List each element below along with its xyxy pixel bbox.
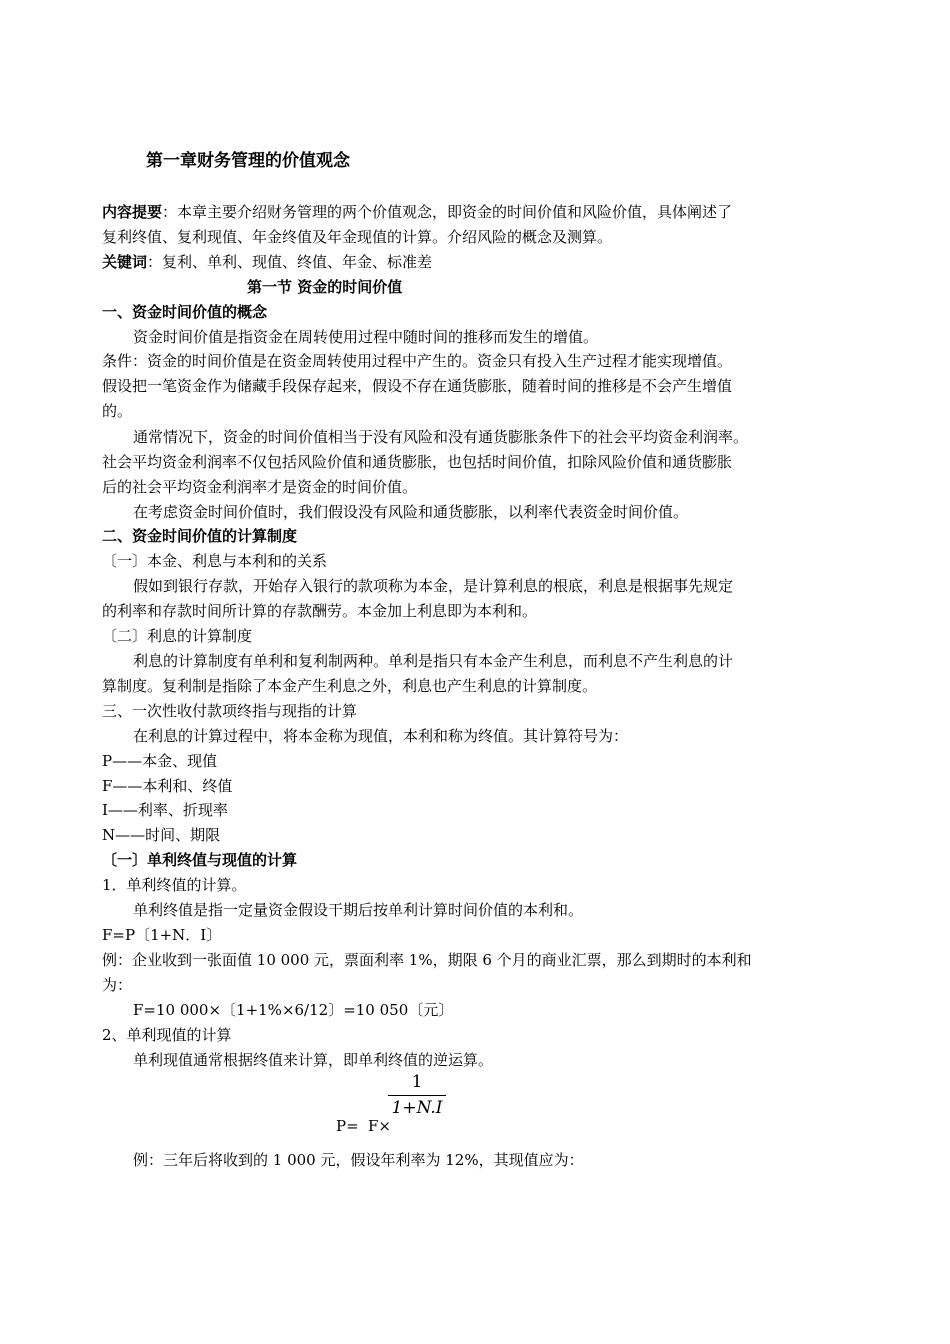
item-1-heading: 1．单利终值的计算。 [102,876,247,894]
part2-sub1-line-1: 假如到银行存款，开始存入银行的款项称为本金，是计算利息的根底，利息是根据事先规定 [133,577,734,595]
part1-condition-2: 假设把一笔资金作为储藏手段保存起来，假设不存在通货膨胀，随着时间的推移是不会产生增值 [102,377,733,395]
summary-line-2: 复利终值、复利现值、年金终值及年金现值的计算。介绍风险的概念及测算。 [102,228,613,246]
part2-sub1-line-2: 的利率和存款时间所计算的存款酬劳。本金加上利息即为本利和。 [102,602,538,620]
part2-subheading-1: 〔一〕本金、利息与本利和的关系 [102,552,328,570]
summary-label: 内容提要 [102,203,163,221]
chapter-title: 第一章财务管理的价值观念 [146,151,350,171]
symbol-f: F——本利和、终值 [102,777,233,795]
part1-condition-1: 条件：资金的时间价值是在资金周转使用过程中产生的。资金只有投入生产过程才能实现增值。 [102,352,733,370]
item-1-definition: 单利终值是指一定量资金假设干期后按单利计算时间价值的本利和。 [133,901,584,919]
pv-formula-f: F× [368,1117,391,1135]
present-value-fraction [386,1072,448,1122]
part2-subheading-2: 〔二〕利息的计算制度 [102,627,253,645]
example-1-line-1: 例：企业收到一张面值 10 000 元，票面利率 1%，期限 6 个月的商业汇票，那么到期时的本利和 [102,951,752,969]
keywords-text: ：复利、单利、现值、终值、年金、标准差 [147,253,433,271]
part2-heading: 二、资金时间价值的计算制度 [102,527,298,545]
keywords-line [102,253,822,271]
fraction-denominator: 1+N.I [391,1098,443,1118]
summary-line-1 [102,203,822,221]
part2-sub2-line-1: 利息的计算制度有单利和复利制两种。单利是指只有本金产生利息，而利息不产生利息的计 [133,652,734,670]
fraction-bar [388,1095,446,1096]
simple-interest-heading: 〔一〕单利终值与现值的计算 [102,851,298,869]
keywords-label: 关键词 [102,253,148,271]
part1-paragraph-2a: 通常情况下，资金的时间价值相当于没有风险和没有通货膨胀条件下的社会平均资金利润率。 [133,428,749,446]
symbol-p: P——本金、现值 [102,752,218,770]
item-2-heading: 2、单利现值的计算 [102,1026,232,1044]
item-2-definition: 单利现值通常根据终值来计算，即单利终值的逆运算。 [133,1051,494,1069]
part1-paragraph-2b: 社会平均资金利润率不仅包括风险价值和通货膨胀，也包括时间价值，扣除风险价值和通货膨胀 [102,453,733,471]
part1-heading: 一、资金时间价值的概念 [102,303,268,321]
part2-sub2-line-2: 算制度。复利制是指除了本金产生利息之外，利息也产生利息的计算制度。 [102,677,598,695]
example-2-line: 例：三年后将收到的 1 000 元，假设年利率为 12%，其现值应为： [133,1151,584,1169]
part3-intro: 在利息的计算过程中，将本金称为现值，本利和称为终值。其计算符号为： [133,727,629,745]
pv-formula-lhs: P= [336,1117,359,1135]
fraction-numerator: 1 [411,1072,423,1092]
symbol-n: N——时间、期限 [102,826,221,844]
part1-condition-3: 的。 [102,402,133,420]
part3-heading: 三、一次性收付款项终指与现指的计算 [102,702,358,720]
part1-paragraph-1: 资金时间价值是指资金在周转使用过程中随时间的推移而发生的增值。 [133,328,599,346]
symbol-i: I——利率、折现率 [102,801,228,819]
example-1-line-2: 为： [102,976,133,994]
part1-paragraph-2c: 后的社会平均资金利润率才是资金的时间价值。 [102,478,418,496]
part1-paragraph-3: 在考虑资金时间价值时，我们假设没有风险和通货膨胀，以利率代表资金时间价值。 [133,503,689,521]
example-1-calculation: F=10 000×〔1+1%×6/12〕=10 050〔元〕 [133,1001,454,1019]
section-title: 第一节 资金的时间价值 [247,278,403,296]
formula-future-value: F=P〔1+N．I〕 [102,926,222,944]
summary-text-1: ：本章主要介绍财务管理的两个价值观念，即资金的时间价值和风险价值，具体阐述了 [162,203,733,221]
